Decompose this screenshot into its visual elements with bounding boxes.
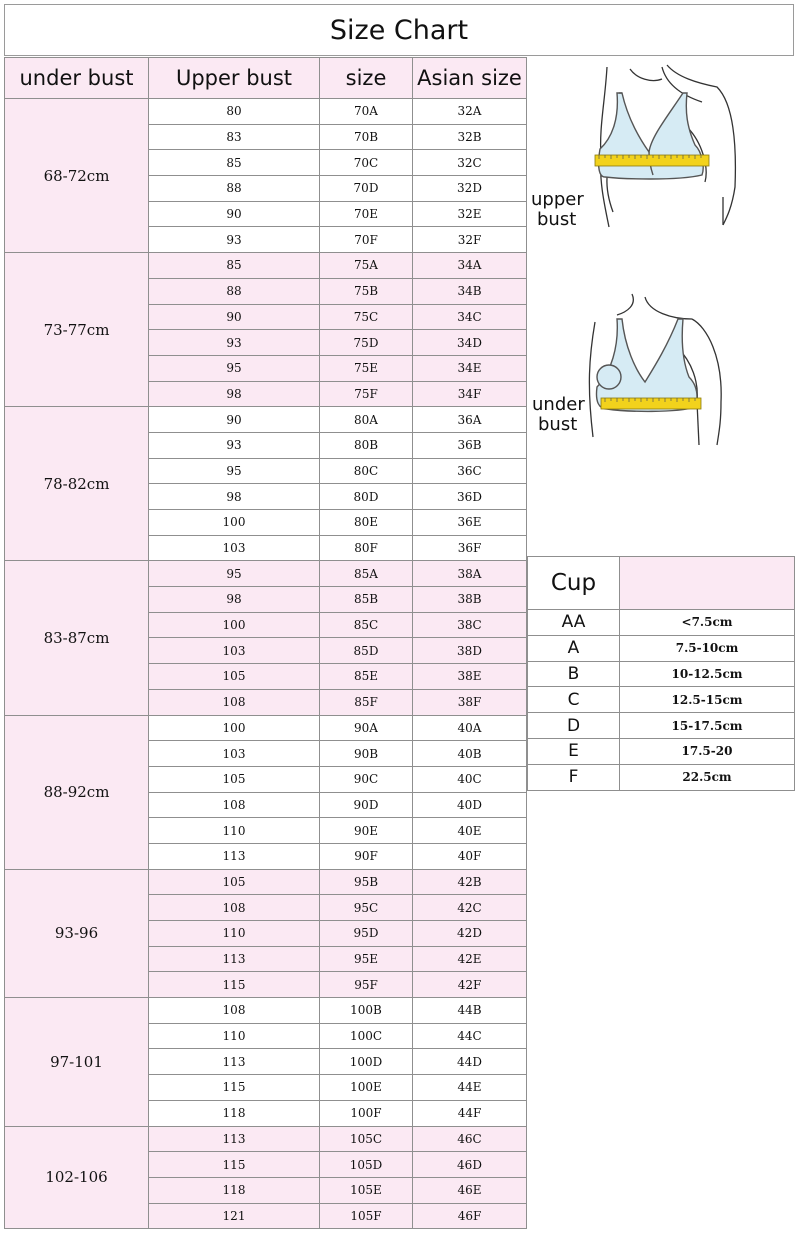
size-cell: 80A: [320, 407, 413, 433]
upper-bust-cell: 103: [149, 638, 320, 664]
size-cell: 75D: [320, 330, 413, 356]
asian-size-cell: 38A: [413, 561, 527, 587]
size-cell: 95F: [320, 972, 413, 998]
upper-bust-cell: 98: [149, 484, 320, 510]
size-cell: 90B: [320, 741, 413, 767]
upper-bust-cell: 95: [149, 458, 320, 484]
upper-bust-cell: 118: [149, 1100, 320, 1126]
asian-size-cell: 46D: [413, 1152, 527, 1178]
upper-bust-cell: 103: [149, 535, 320, 561]
asian-size-cell: 38B: [413, 587, 527, 613]
size-cell: 80C: [320, 458, 413, 484]
cup-difference-cell: 22.5cm: [620, 764, 795, 790]
cup-difference-cell: <7.5cm: [620, 610, 795, 636]
table-row: [5, 407, 527, 433]
under-bust-cell: 83-87cm: [5, 561, 149, 715]
size-cell: 90E: [320, 818, 413, 844]
upper-bust-cell: 93: [149, 330, 320, 356]
size-cell: 90F: [320, 843, 413, 869]
upper-bust-cell: 108: [149, 998, 320, 1024]
cup-row: [528, 610, 795, 636]
asian-size-cell: 42F: [413, 972, 527, 998]
table-row: [5, 998, 527, 1024]
asian-size-cell: 40C: [413, 766, 527, 792]
size-cell: 75E: [320, 355, 413, 381]
size-cell: 85D: [320, 638, 413, 664]
asian-size-cell: 34B: [413, 278, 527, 304]
upper-bust-cell: 108: [149, 792, 320, 818]
size-cell: 80D: [320, 484, 413, 510]
upper-bust-cell: 113: [149, 1049, 320, 1075]
upper-bust-cell: 88: [149, 176, 320, 202]
under-bust-cell: 73-77cm: [5, 253, 149, 407]
size-cell: 100D: [320, 1049, 413, 1075]
size-cell: 90C: [320, 766, 413, 792]
upper-bust-cell: 110: [149, 818, 320, 844]
asian-size-cell: 42D: [413, 921, 527, 947]
under-bust-cell: 97-101: [5, 998, 149, 1126]
upper-bust-label-line1: upper: [531, 189, 584, 210]
size-cell: 85C: [320, 612, 413, 638]
cup-row: [528, 635, 795, 661]
upper-bust-cell: 113: [149, 1126, 320, 1152]
table-row: [5, 1126, 527, 1152]
under-bust-label-line2: bust: [538, 414, 578, 435]
cup-row: [528, 687, 795, 713]
upper-bust-cell: 121: [149, 1203, 320, 1229]
under-bust-cell: 88-92cm: [5, 715, 149, 869]
under-bust-cell: 102-106: [5, 1126, 149, 1229]
under-bust-cell: 68-72cm: [5, 99, 149, 253]
asian-size-cell: 40B: [413, 741, 527, 767]
size-cell: 95D: [320, 921, 413, 947]
cup-row: [528, 661, 795, 687]
upper-bust-cell: 113: [149, 843, 320, 869]
header-under-bust: under bust: [5, 58, 149, 99]
asian-size-cell: 44C: [413, 1023, 527, 1049]
size-cell: 75C: [320, 304, 413, 330]
cup-difference-cell: 17.5-20: [620, 738, 795, 764]
cup-difference-cell: 12.5-15cm: [620, 687, 795, 713]
cup-header-blank: [620, 557, 795, 610]
asian-size-cell: 38D: [413, 638, 527, 664]
size-cell: 85A: [320, 561, 413, 587]
asian-size-cell: 36C: [413, 458, 527, 484]
upper-bust-cell: 93: [149, 432, 320, 458]
asian-size-cell: 40E: [413, 818, 527, 844]
upper-bust-label: [531, 190, 584, 230]
size-cell: 80B: [320, 432, 413, 458]
upper-bust-cell: 105: [149, 664, 320, 690]
upper-bust-cell: 110: [149, 921, 320, 947]
under-bust-label-line1: under: [532, 394, 585, 415]
upper-bust-cell: 98: [149, 381, 320, 407]
size-cell: 70E: [320, 201, 413, 227]
upper-bust-cell: 95: [149, 355, 320, 381]
under-bust-label: [532, 395, 585, 435]
cup-table-body: [528, 610, 795, 791]
upper-bust-cell: 115: [149, 1075, 320, 1101]
header-row: [5, 58, 527, 99]
asian-size-cell: 46E: [413, 1177, 527, 1203]
upper-bust-cell: 103: [149, 741, 320, 767]
size-cell: 90D: [320, 792, 413, 818]
table-row: [5, 561, 527, 587]
size-cell: 80F: [320, 535, 413, 561]
size-cell: 80E: [320, 510, 413, 536]
cup-row: [528, 764, 795, 790]
under-tape: [601, 398, 701, 409]
upper-bust-cell: 90: [149, 201, 320, 227]
asian-size-cell: 36F: [413, 535, 527, 561]
asian-size-cell: 34E: [413, 355, 527, 381]
cup-row: [528, 713, 795, 739]
upper-bust-cell: 83: [149, 124, 320, 150]
upper-bust-cell: 105: [149, 766, 320, 792]
asian-size-cell: 38C: [413, 612, 527, 638]
upper-bust-cell: 110: [149, 1023, 320, 1049]
asian-size-cell: 44D: [413, 1049, 527, 1075]
size-cell: 105C: [320, 1126, 413, 1152]
asian-size-cell: 36A: [413, 407, 527, 433]
size-cell: 100E: [320, 1075, 413, 1101]
upper-bust-cell: 118: [149, 1177, 320, 1203]
under-bra: [596, 319, 697, 411]
cup-header-row: [528, 557, 795, 610]
asian-size-cell: 42C: [413, 895, 527, 921]
asian-size-cell: 36E: [413, 510, 527, 536]
size-cell: 85E: [320, 664, 413, 690]
asian-size-cell: 40D: [413, 792, 527, 818]
size-table-body: [5, 99, 527, 1229]
asian-size-cell: 36B: [413, 432, 527, 458]
cup-letter-cell: A: [528, 635, 620, 661]
asian-size-cell: 44E: [413, 1075, 527, 1101]
upper-bust-cell: 100: [149, 510, 320, 536]
under-bust-cell: 78-82cm: [5, 407, 149, 561]
upper-bust-label-line2: bust: [537, 209, 577, 230]
asian-size-cell: 32C: [413, 150, 527, 176]
upper-bust-cell: 98: [149, 587, 320, 613]
upper-bust-cell: 108: [149, 689, 320, 715]
table-row: [5, 869, 527, 895]
asian-size-cell: 44B: [413, 998, 527, 1024]
upper-bust-cell: 93: [149, 227, 320, 253]
upper-bust-figure: [527, 57, 794, 553]
cup-row: [528, 738, 795, 764]
upper-bust-cell: 80: [149, 99, 320, 125]
size-cell: 95B: [320, 869, 413, 895]
cup-table: [527, 556, 795, 791]
asian-size-cell: 32E: [413, 201, 527, 227]
size-cell: 75F: [320, 381, 413, 407]
cup-difference-cell: 7.5-10cm: [620, 635, 795, 661]
upper-tape: [595, 155, 709, 166]
size-cell: 105E: [320, 1177, 413, 1203]
cup-difference-cell: 15-17.5cm: [620, 713, 795, 739]
asian-size-cell: 34A: [413, 253, 527, 279]
size-cell: 85F: [320, 689, 413, 715]
table-row: [5, 99, 527, 125]
size-cell: 95E: [320, 946, 413, 972]
measurement-figures: [527, 57, 794, 553]
size-cell: 75A: [320, 253, 413, 279]
asian-size-cell: 40A: [413, 715, 527, 741]
asian-size-cell: 32A: [413, 99, 527, 125]
cup-letter-cell: AA: [528, 610, 620, 636]
upper-bust-cell: 100: [149, 715, 320, 741]
asian-size-cell: 44F: [413, 1100, 527, 1126]
upper-bust-cell: 88: [149, 278, 320, 304]
asian-size-cell: 32D: [413, 176, 527, 202]
cup-letter-cell: D: [528, 713, 620, 739]
upper-bust-cell: 85: [149, 150, 320, 176]
upper-bust-cell: 85: [149, 253, 320, 279]
page-title: Size Chart: [4, 4, 794, 56]
size-cell: 90A: [320, 715, 413, 741]
asian-size-cell: 32F: [413, 227, 527, 253]
asian-size-cell: 42E: [413, 946, 527, 972]
header-asian-size: Asian size: [413, 58, 527, 99]
table-row: [5, 715, 527, 741]
size-cell: 105D: [320, 1152, 413, 1178]
upper-bust-cell: 115: [149, 1152, 320, 1178]
cup-letter-cell: B: [528, 661, 620, 687]
size-cell: 70A: [320, 99, 413, 125]
size-cell: 70B: [320, 124, 413, 150]
cup-letter-cell: F: [528, 764, 620, 790]
upper-bust-cell: 115: [149, 972, 320, 998]
size-cell: 70C: [320, 150, 413, 176]
upper-bust-cell: 105: [149, 869, 320, 895]
cup-difference-cell: 10-12.5cm: [620, 661, 795, 687]
asian-size-cell: 34F: [413, 381, 527, 407]
size-cell: 105F: [320, 1203, 413, 1229]
size-cell: 85B: [320, 587, 413, 613]
upper-bust-cell: 108: [149, 895, 320, 921]
upper-bust-cell: 90: [149, 304, 320, 330]
asian-size-cell: 34D: [413, 330, 527, 356]
upper-bust-cell: 90: [149, 407, 320, 433]
under-bust-cell: 93-96: [5, 869, 149, 997]
asian-size-cell: 32B: [413, 124, 527, 150]
size-cell: 70F: [320, 227, 413, 253]
size-cell: 100C: [320, 1023, 413, 1049]
asian-size-cell: 38E: [413, 664, 527, 690]
cup-letter-cell: E: [528, 738, 620, 764]
asian-size-cell: 38F: [413, 689, 527, 715]
size-cell: 100B: [320, 998, 413, 1024]
header-upper-bust: Upper bust: [149, 58, 320, 99]
upper-bust-cell: 113: [149, 946, 320, 972]
table-row: [5, 253, 527, 279]
upper-bust-cell: 95: [149, 561, 320, 587]
asian-size-cell: 36D: [413, 484, 527, 510]
asian-size-cell: 42B: [413, 869, 527, 895]
asian-size-cell: 40F: [413, 843, 527, 869]
size-chart-table: [4, 57, 527, 1229]
size-cell: 70D: [320, 176, 413, 202]
size-cell: 95C: [320, 895, 413, 921]
size-cell: 100F: [320, 1100, 413, 1126]
header-size: size: [320, 58, 413, 99]
cup-letter-cell: C: [528, 687, 620, 713]
asian-size-cell: 46C: [413, 1126, 527, 1152]
upper-bust-cell: 100: [149, 612, 320, 638]
cup-header: Cup: [528, 557, 620, 610]
asian-size-cell: 34C: [413, 304, 527, 330]
size-cell: 75B: [320, 278, 413, 304]
asian-size-cell: 46F: [413, 1203, 527, 1229]
